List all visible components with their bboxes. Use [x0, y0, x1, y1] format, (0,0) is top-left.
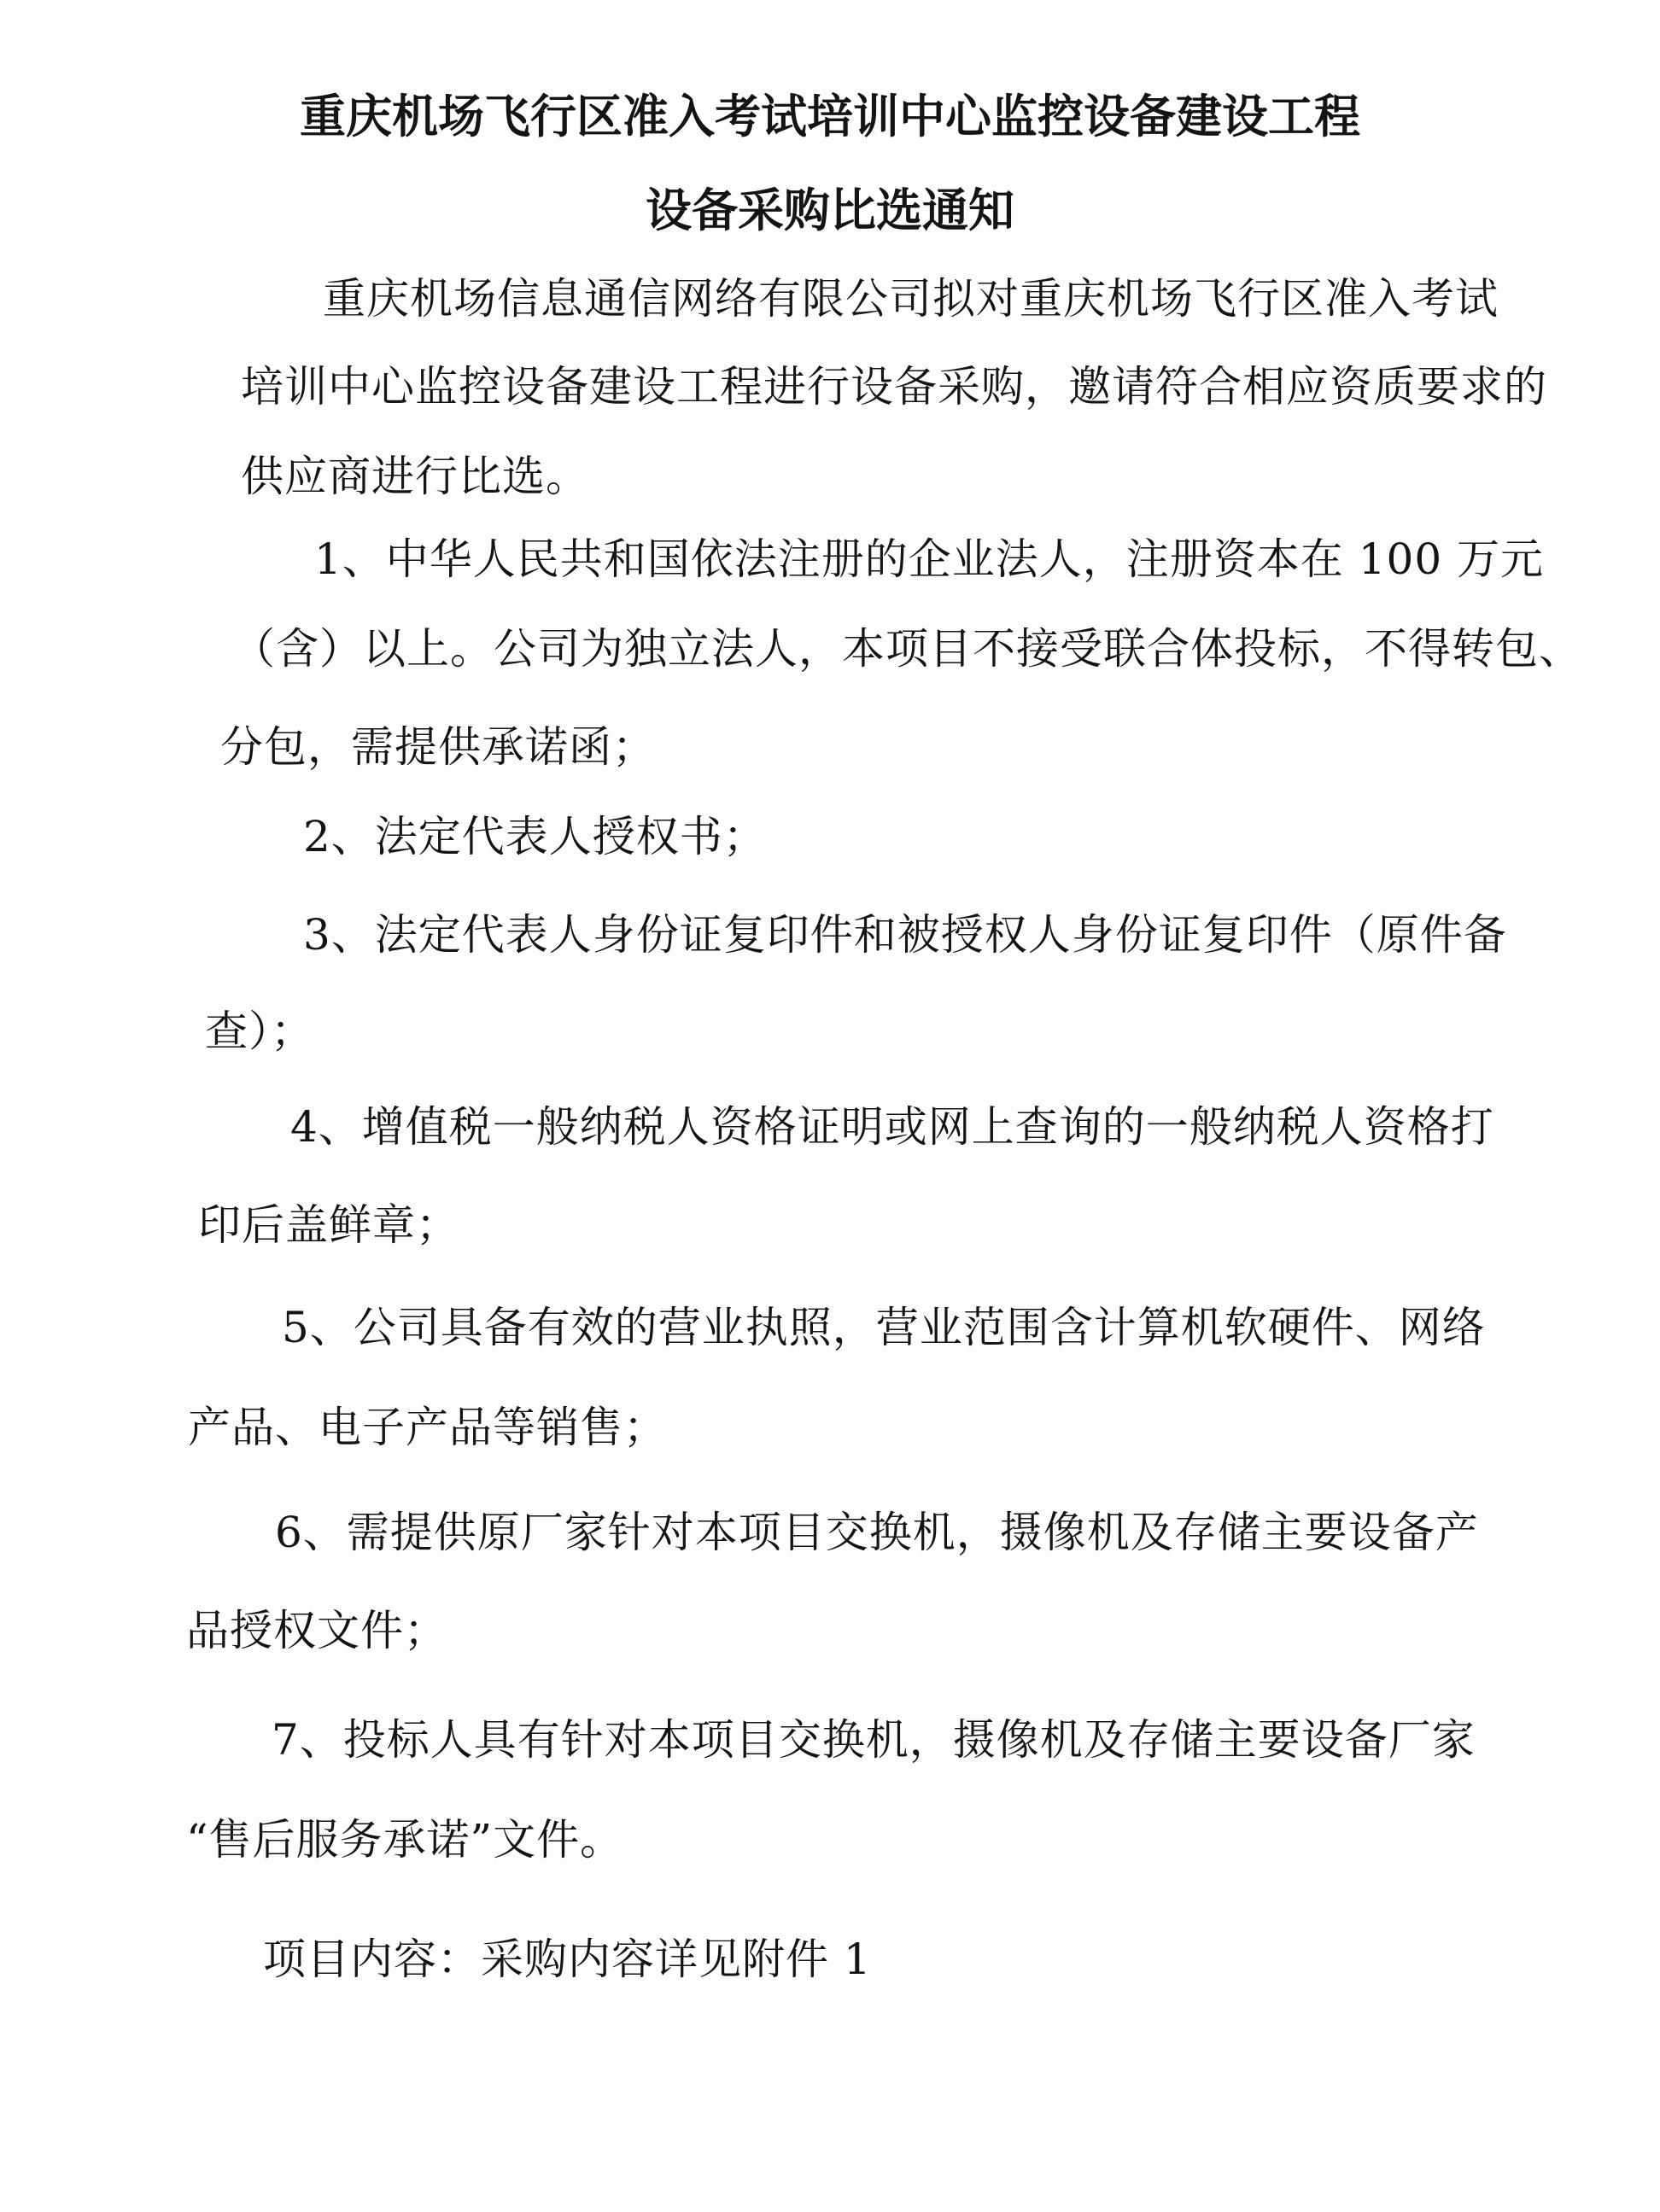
- intro-line: 供应商进行比选。: [241, 452, 589, 501]
- intro-line: 重庆机场信息通信网络有限公司拟对重庆机场飞行区准入考试: [323, 274, 1499, 324]
- document-title: 重庆机场飞行区准入考试培训中心监控设备建设工程: [300, 90, 1360, 143]
- requirement-line: “售后服务承诺”文件。: [186, 1815, 624, 1865]
- requirement-line: 查）；: [205, 1007, 314, 1056]
- requirement-line: 3、法定代表人身份证复印件和被授权人身份证复印件（原件备: [303, 910, 1507, 960]
- project-content: 项目内容：采购内容详见附件 1: [263, 1935, 872, 1984]
- document-subtitle: 设备采购比选通知: [646, 184, 1014, 237]
- requirement-line: （含）以上。公司为独立法人，本项目不接受联合体投标，不得转包、: [232, 624, 1582, 674]
- requirement-line: 2、法定代表人授权书；: [303, 812, 767, 861]
- requirement-line: 印后盖鲜章；: [198, 1200, 459, 1250]
- requirement-line: 产品、电子产品等销售；: [188, 1403, 667, 1452]
- requirement-line: 品授权文件；: [186, 1606, 447, 1655]
- requirement-line: 5、公司具备有效的营业执照，营业范围含计算机软硬件、网络: [282, 1303, 1486, 1352]
- requirement-line: 1、中华人民共和国依法注册的企业法人，注册资本在 100 万元: [314, 534, 1545, 584]
- requirement-line: 7、投标人具有针对本项目交换机，摄像机及存储主要设备厂家: [272, 1715, 1476, 1765]
- intro-line: 培训中心监控设备建设工程进行设备采购，邀请符合相应资质要求的: [241, 362, 1547, 411]
- requirement-line: 6、需提供原厂家针对本项目交换机，摄像机及存储主要设备产: [275, 1508, 1479, 1557]
- requirement-line: 分包，需提供承诺函；: [220, 722, 656, 772]
- requirement-line: 4、增值税一般纳税人资格证明或网上查询的一般纳税人资格打: [290, 1102, 1494, 1152]
